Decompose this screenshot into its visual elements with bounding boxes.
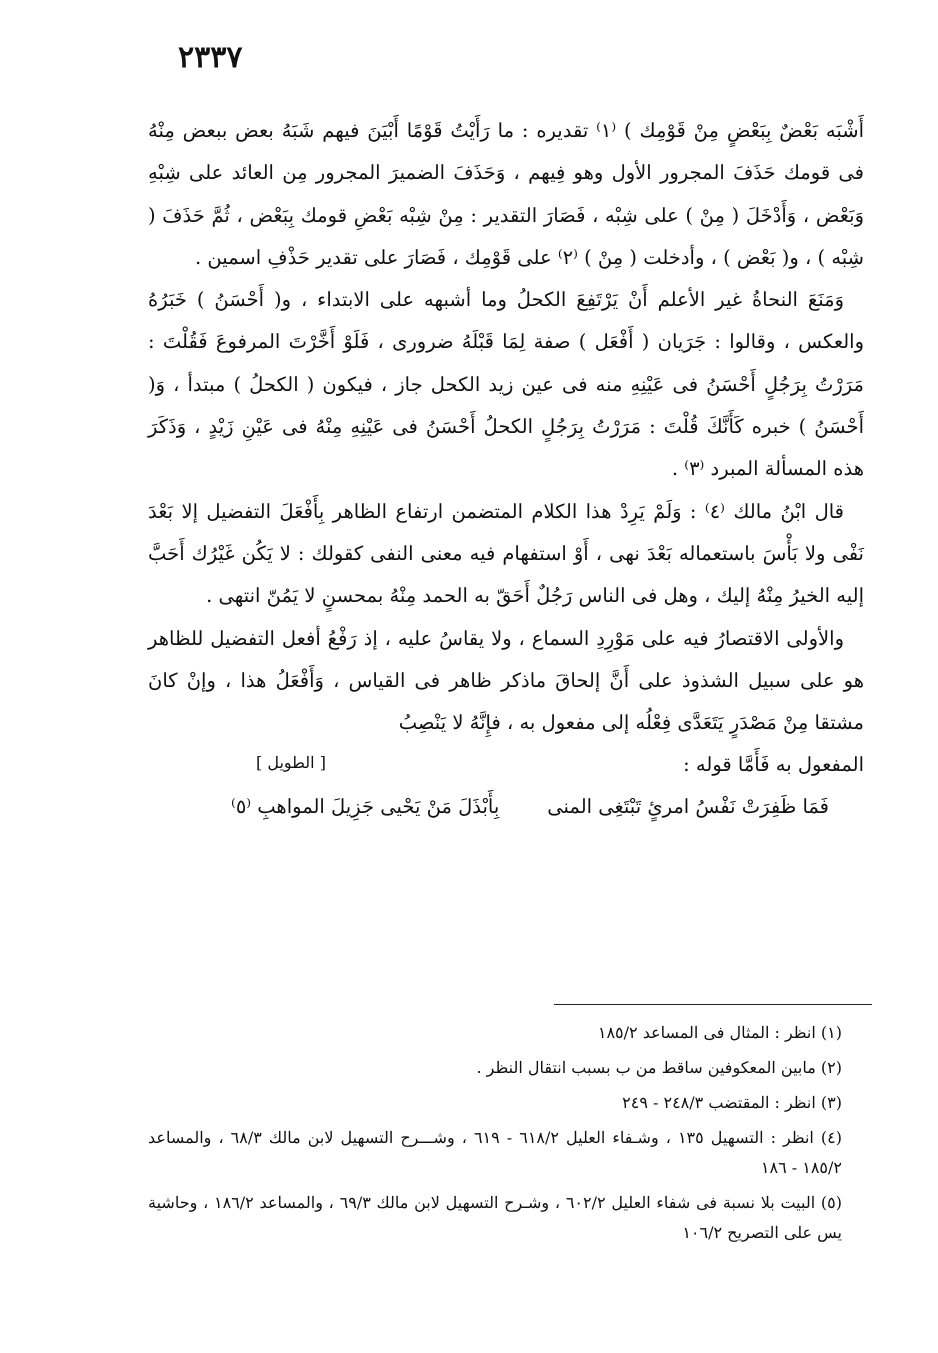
paragraph-3: قال ابْنُ مالك ⁽٤⁾ : وَلَمْ يَرِدْ هذا الكلام المتضمن ارتفاع الظاهر بِأَفْعَلَ التفضيل إلا بَعْدَ نَفْى ولا بَأْسَ باستعماله بَعْدَ نهى ، أَوْ استفهام فيه معنى النفى كقولك : لا يَكُن غَيْرُك أَحَبَّ إليه الخيرُ مِنْهُ إليك ، وهل فى الناس رَجُلٌ أَحَقّ به الحمد مِنْهُ بمحسنٍ لا يَمُنّ انتهى . (148, 499, 864, 608)
footnote-separator (554, 1004, 872, 1005)
paragraph-1: أَشْبَه بَعْضٌ بِبَعْضٍ مِنْ قَوْمِك ) ⁽١⁾ تقديره : ما رَأَيْتُ قَوْمًا أَبْيَنَ فيهم شَبَهُ بعض ببعض مِنْهُ فى قومك حَذَفَ المجرور الأول وهو فِيهم ، وَحَذَفَ الضميرَ المجرور مِن العائد على شِبْهِ وَبَعْض ، وَأَدْخَلَ ( مِنْ ) على شِبْه ، فَصَارَ التقدير : مِنْ شِبْه بَعْضِ قومك بِبَعْض ، ثُمَّ حَذَفَ ( شِبْه ) ، و( بَعْض ) ، وأدخلت ( مِنْ ) ⁽٢⁾ على قَوْمِك ، فَصَارَ على تقدير حَذْفِ اسمين . (148, 119, 864, 269)
footnotes (148, 1018, 864, 1253)
footnote-1: (١) انظر : المثال فى المساعد ١٨٥/٢ (597, 1023, 842, 1042)
main-text (148, 110, 864, 829)
poetic-meter-label: [ الطويل ] (256, 753, 326, 773)
footnote-3: (٣) انظر : المقتضب ٢٤٨/٣ - ٢٤٩ (622, 1093, 842, 1112)
footnote-2: (٢) مابين المعكوفين ساقط من ب بسبب انتقال النظر . (476, 1058, 842, 1077)
paragraph-2: وَمَنَعَ النحاةُ غير الأعلم أَنْ يَرْتَفِعَ الكحلُ وما أشبهه على الابتداء ، و( أَحْسَنُ ) خَبَرُهُ والعكس ، وقالوا : جَرَيان ( أَفْعَل ) صفة لِمَا قَبْلَهُ ضرورى ، فَلَوْ أَخَّرْتَ المرفوعَ فَقُلْتَ : مَرَرْتُ بِرَجُلٍ أَحْسَنُ فى عَيْنِهِ منه فى عين زيد الكحل جاز ، فيكون ( الكحلُ ) مبتدأ ، وَ( أَحْسَنُ ) خبره كَأَنَّكَ قُلْتَ : مَرَرْتُ بِرَجُلٍ الكحلُ أَحْسَنُ فى عَيْنِهِ مِنْهُ فى عَيْنِ زَيْدٍ ، وَذَكَرَ هذه المسألة المبرد ⁽٣⁾ . (148, 288, 864, 481)
verse-intro: المفعول به فَأَمَّا قوله : (683, 753, 864, 777)
verse-intro-row (148, 744, 864, 786)
page-number: ٢٣٣٧ (178, 40, 243, 75)
verse-first-hemistich: فَمَا ظَفِرَتْ نَفْسُ امرئٍ تَبْتَغِى المنى (547, 795, 829, 819)
footnote-4: (٤) انظر : التسهيل ١٣٥ ، وشـفاء العليل ٦١٨/٢ - ٦١٩ ، وشـــرح التسهيل لابن مالك ٦٨/٣ ، والمساعد ١٨٥/٢ - ١٨٦ (148, 1128, 842, 1177)
verse-second-hemistich: بِأَبْذَلَ مَنْ يَحْيى جَزِيلَ المواهبِ ⁽٥⁾ (231, 795, 500, 819)
poem-verse (148, 786, 864, 828)
paragraph-4: والأولى الاقتصارُ فيه على مَوْرِدِ السماع ، ولا يقاسُ عليه ، إذ رَفْعُ أفعل التفضيل للظاهر هو على سبيل الشذوذ على أَنَّ إلحاقَ ماذكر ظاهر فى القياس ، وَأَفْعَلُ هذا ، وإنْ كانَ مشتقا مِنْ مَصْدَرٍ يَتَعَدَّى فِعْلُه إلى مفعول به ، فإِنَّهُ لا يَنْصِبُ (148, 626, 864, 735)
footnote-5: (٥) البيت بلا نسبة فى شفاء العليل ٦٠٢/٢ ، وشـرح التسهيل لابن مالك ٦٩/٣ ، والمساعد ١٨٦/٢ ، وحاشية يس على التصريح ١٠٦/٢ (148, 1193, 843, 1242)
